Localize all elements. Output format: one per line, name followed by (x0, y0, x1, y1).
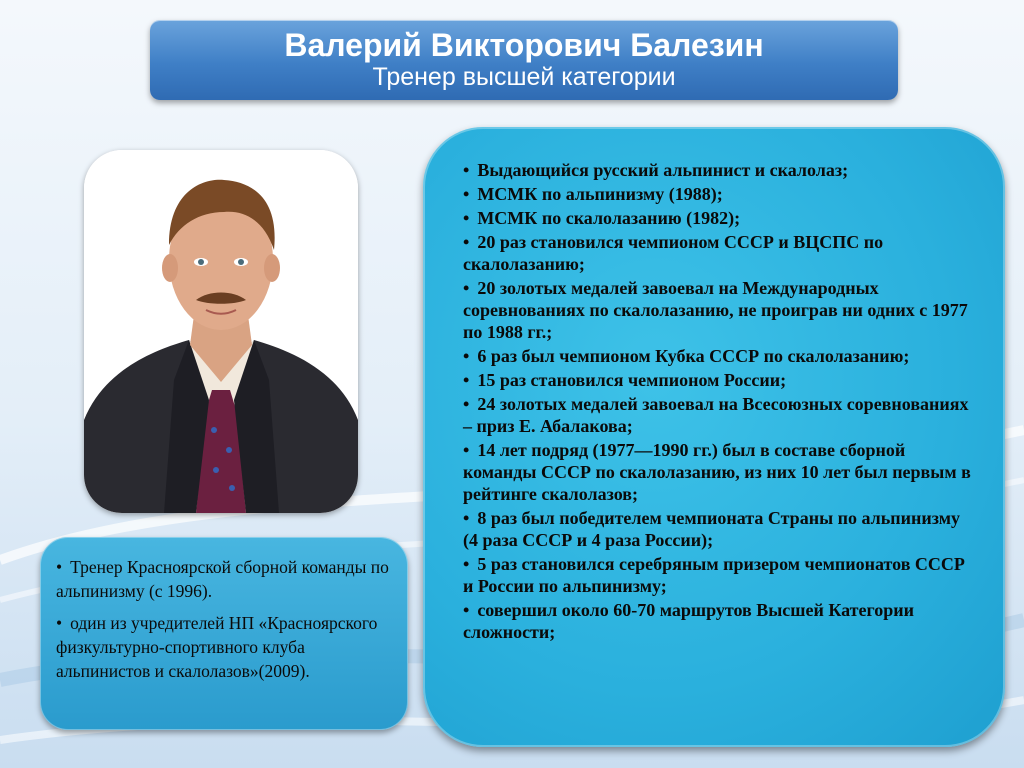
list-item: • Выдающийся русский альпинист и скалолаз; (463, 160, 849, 180)
list-item: • МСМК по скалолазанию (1982); (463, 208, 741, 228)
achievements-panel (423, 127, 1005, 747)
page-title: Валерий Викторович Балезин (284, 27, 764, 63)
achievements-list (463, 159, 975, 643)
list-item: • Тренер Красноярской сборной команды по альпинизму (с 1996). (56, 557, 389, 601)
portrait-photo (84, 150, 358, 513)
list-item: • 20 золотых медалей завоевал на Международных соревнованиях по скалолазанию, не проиграв ни одних с 1977 по 1988 гг.; (463, 278, 968, 342)
list-item: • 6 раз был чемпионом Кубка СССР по скалолазанию; (463, 346, 910, 366)
list-item: • 14 лет подряд (1977—1990 гг.) был в составе сборной команды СССР по скалолазанию, из них 10 лет был первым в рейтинге скалолазов; (463, 440, 971, 504)
list-item: • один из учредителей НП «Красноярского физкультурно-спортивного клуба альпинистов и скалолазов»(2009). (56, 613, 378, 681)
list-item: • МСМК по альпинизму (1988); (463, 184, 723, 204)
coaching-info-panel (40, 537, 408, 730)
title-banner (150, 20, 898, 100)
list-item: • 15 раз становился чемпионом России; (463, 370, 787, 390)
list-item: • 24 золотых медалей завоевал на Всесоюзных соревнованиях – приз Е. Абалакова; (463, 394, 969, 436)
list-item: • совершил около 60-70 маршрутов Высшей Категории сложности; (463, 600, 914, 642)
list-item: • 5 раз становился серебряным призером чемпионатов СССР и России по альпинизму; (463, 554, 965, 596)
list-item: • 20 раз становился чемпионом СССР и ВЦСПС по скалолазанию; (463, 232, 884, 274)
list-item: • 8 раз был победителем чемпионата Страны по альпинизму (4 раза СССР и 4 раза России); (463, 508, 960, 550)
page-subtitle: Тренер высшей категории (372, 63, 676, 91)
